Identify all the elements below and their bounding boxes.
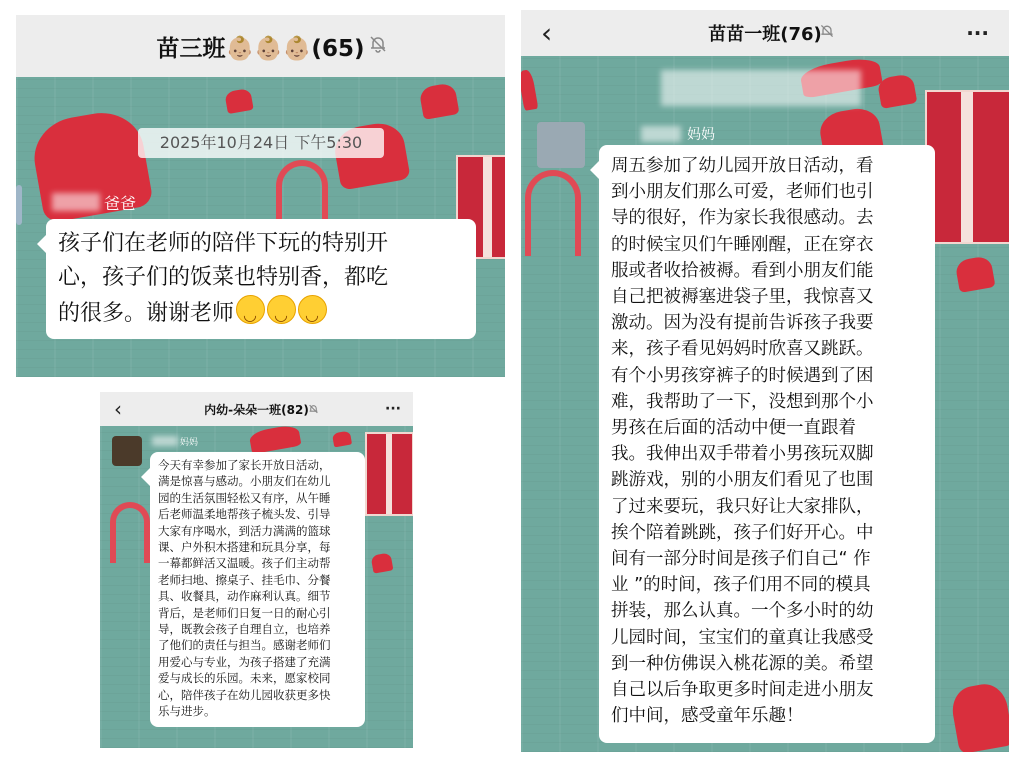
message-text: 孩子们在老师的陪伴下玩的特别开 心，孩子们的饭菜也特别香，都吃 的很多。谢谢老师◡◡◡ <box>58 227 464 331</box>
candy-cane-decoration <box>525 170 581 256</box>
sender-name-blurred <box>52 193 100 211</box>
back-arrow-icon[interactable]: ‹ <box>541 16 553 50</box>
sender-name-blurred <box>152 436 178 446</box>
chat-title: 苗苗一班(76) <box>708 24 822 45</box>
heart-decoration <box>332 431 352 448</box>
more-icon[interactable]: ··· <box>385 401 401 417</box>
heart-decoration <box>954 255 995 293</box>
more-icon[interactable]: ··· <box>966 21 989 45</box>
sender-name-blurred <box>661 70 861 106</box>
heart-decoration <box>248 424 301 454</box>
avatar[interactable] <box>16 185 22 225</box>
message-bubble[interactable] <box>599 145 935 743</box>
heart-decoration <box>521 69 538 111</box>
heart-decoration <box>877 73 918 109</box>
heart-decoration <box>949 681 1009 752</box>
avatar[interactable] <box>112 436 142 466</box>
sender-name: 妈妈 <box>180 438 199 448</box>
chat-header <box>16 15 505 77</box>
message-text: 周五参加了幼儿园开放日活动，看 到小朋友们那么可爱，老师们也引 导的很好，作为家长我很感动。去 的时候宝贝们午睡刚醒，正在穿衣 服或者收拾被褥。看到小朋友们能 自己把被褥塞进袋子里，我惊喜又 激动。因为没有提前告诉孩子我要 来，孩子看见妈妈时欣喜又跳跃。 有个小男孩穿裤子的时候遇到了困 难，我帮助了一下，没想到那个小 男孩在后面的活动中便一直跟着 我。我伸出双手带着小男孩玩双脚 跳游戏，别的小朋友们看见了也围 了过来要玩，我只好让大家排队， 挨个陪着跳跳，孩子们好开心。中 间有一部分时间是孩子们自己“ 作 业 ”的时间，孩子们用不同的模具 拼装，那么认真。一个多小时的幼 儿园时间，宝宝们的童真让我感受 到一种仿佛误入桃花源的美。希望 自己以后争取更多时间走进小朋友 们中间，感受童年乐趣！ <box>611 156 874 727</box>
message-text: 今天有幸参加了家长开放日活动， 满是惊喜与感动。小朋友们在幼儿 园的生活氛围轻松又有序，从午睡 后老师温柔地帮孩子梳头发、引导 大家有序喝水，到活力满满的篮球 课、户外积木搭建和玩具分享，每 一幕都鲜活又温暖。孩子们主动帮 老师扫地、擦桌子、挂毛巾、分餐 具、收餐具，动作麻利认真。细节 背后，是老师们日复一日的耐心引 导，既教会孩子自理自立，也培养 了他们的责任与担当。感谢老师们 用爱心与专业，为孩子搭建了充满 爱与成长的乐园。未来，愿家校同 心，陪伴孩子在幼儿园收获更多快 乐与进步。 <box>158 458 331 719</box>
smile-emoji-icon <box>234 301 327 326</box>
candy-cane-decoration <box>276 160 328 226</box>
mute-bell-icon[interactable] <box>819 23 835 43</box>
sender-name: 妈妈 <box>687 127 715 143</box>
chat-title: 苗三班👶🏼👶🏼👶🏼(65) <box>156 35 365 62</box>
heart-decoration <box>224 88 253 114</box>
gift-decoration <box>925 90 1009 244</box>
chat-panel-miao-miao <box>521 10 1009 752</box>
chat-panel-duo-duo <box>100 392 413 748</box>
chat-panel-miao-san <box>16 15 505 377</box>
sender-name-blurred <box>641 126 681 142</box>
heart-decoration <box>418 82 459 120</box>
chat-title: 内幼-朵朵一班(82) <box>204 402 309 417</box>
heart-decoration <box>371 552 394 573</box>
candy-cane-decoration <box>110 502 150 563</box>
avatar[interactable] <box>537 122 585 168</box>
gift-decoration <box>365 432 413 516</box>
timestamp: 2025年10月24日 下午5:30 <box>138 128 384 158</box>
sender-name: 爸爸 <box>104 194 137 213</box>
message-bubble[interactable] <box>46 219 476 339</box>
mute-bell-icon[interactable] <box>368 34 388 58</box>
mute-bell-icon[interactable] <box>308 400 319 419</box>
chat-header <box>521 10 1009 56</box>
chat-header <box>100 392 413 426</box>
back-arrow-icon[interactable]: ‹ <box>114 397 122 421</box>
message-bubble[interactable] <box>150 452 365 727</box>
